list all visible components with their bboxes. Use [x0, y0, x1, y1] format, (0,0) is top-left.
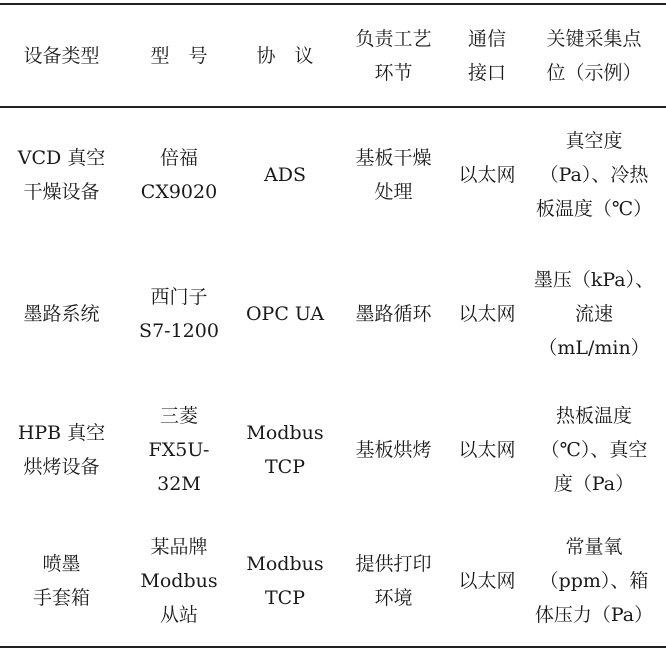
header-process: 负责工艺 环节 [355, 27, 432, 84]
cell-process: 提供打印 环境 [355, 552, 432, 609]
cell-device-type: VCD 真空 干燥设备 [17, 147, 106, 203]
cell-protocol: Modbus TCP [246, 552, 324, 609]
cell-protocol: OPC UA [245, 303, 325, 325]
cell-model: 三菱 FX5U- 32M [148, 404, 210, 495]
cell-process: 基板干燥 处理 [355, 147, 432, 203]
cell-collection-points: 墨压（kPa）、 流速 （mL/min） [533, 269, 655, 359]
cell-model: 西门子 S7-1200 [139, 286, 219, 342]
cell-interface: 以太网 [458, 569, 516, 592]
cell-collection-points: 热板温度 （℃）、真空 度（Pa） [540, 404, 648, 495]
cell-protocol: Modbus TCP [246, 421, 324, 478]
cell-interface: 以太网 [458, 303, 516, 325]
cell-device-type: 墨路系统 [23, 303, 100, 325]
cell-model: 某品牌 Modbus 从站 [140, 535, 218, 626]
table-row [0, 244, 666, 384]
table-bottom-rule [0, 646, 666, 648]
cell-protocol: ADS [264, 164, 306, 186]
cell-device-type: HPB 真空 烘烤设备 [17, 421, 106, 478]
cell-collection-points: 常量氧 （ppm）、箱 体压力（Pa） [534, 535, 654, 626]
cell-process: 基板烘烤 [355, 438, 432, 461]
table-row [0, 106, 666, 244]
cell-interface: 以太网 [458, 164, 516, 186]
table-row [0, 384, 666, 515]
cell-collection-points: 真空度 （Pa）、冷热 板温度（℃） [535, 130, 653, 220]
cell-model: 倍福 CX9020 [140, 147, 218, 203]
table-row [0, 515, 666, 646]
header-model: 型 号 [150, 44, 208, 67]
cell-process: 墨路循环 [355, 303, 432, 325]
header-collection-points: 关键采集点 位（示例） [546, 27, 642, 84]
header-device-type: 设备类型 [23, 44, 100, 67]
cell-device-type: 喷墨 手套箱 [32, 552, 90, 609]
header-interface: 通信 接口 [467, 27, 506, 84]
device-table [0, 5, 666, 646]
cell-interface: 以太网 [458, 438, 516, 461]
table-header-row [0, 5, 666, 106]
header-protocol: 协 议 [256, 44, 314, 67]
